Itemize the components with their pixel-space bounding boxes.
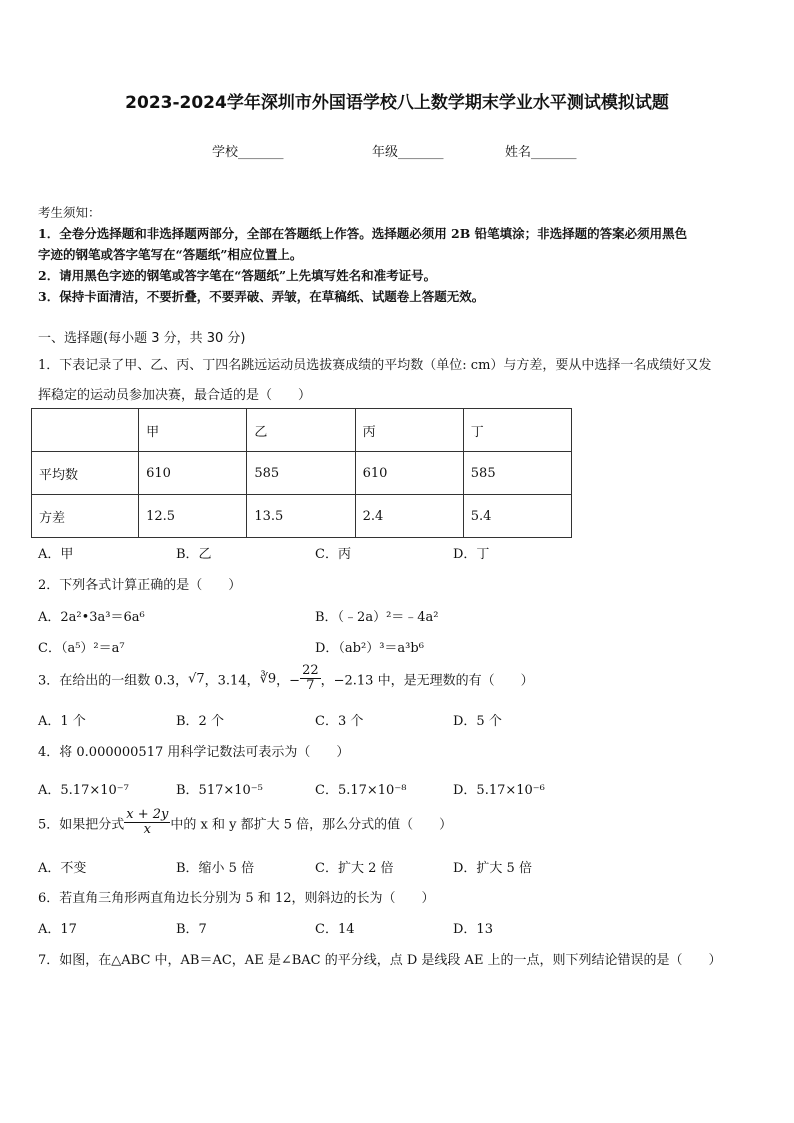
q7-stem: 7．如图，在△ABC 中，AB＝AC，AE 是∠BAC 的平分线，点 D 是线段 AE 上的一点，则下列结论错误的是（ ）	[38, 953, 722, 968]
table-header: 甲	[139, 409, 247, 452]
table-cell: 12.5	[139, 495, 247, 538]
q4-stem: 4．将 0.000000517 用科学记数法可表示为（ ）	[38, 745, 350, 760]
table-cell: 585	[247, 452, 355, 495]
table-cell: 方差	[32, 495, 139, 538]
q5-suffix: 中的 x 和 y 都扩大 5 倍，那么分式的值（ ）	[170, 817, 453, 833]
q3-option-b[interactable]: B．2 个	[176, 714, 224, 729]
q5-option-b[interactable]: B．缩小 5 倍	[176, 861, 255, 876]
q5-option-a[interactable]: A．不变	[38, 861, 87, 876]
name-field: 姓名_______	[505, 145, 577, 160]
notice-line-1a: 1．全卷分选择题和非选择题两部分，全部在答题纸上作答。选择题必须用 2B 铅笔填涂；非选择题的答案必须用黑色	[38, 226, 688, 241]
table-row	[32, 495, 572, 538]
q4-option-c[interactable]: C．5.17×10⁻⁸	[315, 783, 407, 798]
table-cell: 585	[463, 452, 571, 495]
table-cell: 13.5	[247, 495, 355, 538]
q3-mid: ，3.14，	[204, 673, 260, 689]
q3-suffix: ，−2.13 中，是无理数的有（ ）	[320, 673, 534, 689]
q5-stem	[38, 808, 452, 838]
q1-table	[31, 408, 572, 538]
q3-sep: ，−	[276, 673, 301, 689]
table-row	[32, 409, 572, 452]
notice-line-3: 3．保持卡面清洁，不要折叠，不要弄破、弄皱，在草稿纸、试题卷上答题无效。	[38, 289, 485, 304]
q4-option-a[interactable]: A．5.17×10⁻⁷	[38, 783, 129, 798]
q3-option-d[interactable]: D．5 个	[453, 714, 502, 729]
q2-option-a[interactable]: A．2a²•3a³＝6a⁶	[38, 610, 145, 625]
table-row	[32, 452, 572, 495]
section-heading: 一、选择题(每小题 3 分，共 30 分)	[38, 331, 246, 346]
q6-option-c[interactable]: C．14	[315, 922, 355, 937]
q6-stem: 6．若直角三角形两直角边长分别为 5 和 12，则斜边的长为（ ）	[38, 891, 435, 906]
table-cell: 610	[139, 452, 247, 495]
q2-option-b[interactable]: B．（﹣2a）²＝﹣4a²	[315, 610, 439, 625]
notice-line-2: 2．请用黑色字迹的钢笔或答字笔在“答题纸”上先填写姓名和准考证号。	[38, 268, 437, 283]
q1-stem-line2: 挥稳定的运动员参加决赛，最合适的是（ ）	[38, 388, 312, 403]
fraction-denominator: 7	[306, 678, 315, 694]
notice-line-1b: 字迹的钢笔或答字笔写在“答题纸”相应位置上。	[38, 247, 303, 262]
q1-option-d[interactable]: D．丁	[453, 547, 490, 562]
table-header: 丁	[463, 409, 571, 452]
q6-option-b[interactable]: B．7	[176, 922, 207, 937]
q6-option-d[interactable]: D．13	[453, 922, 493, 937]
q5-option-d[interactable]: D．扩大 5 倍	[453, 861, 532, 876]
fraction-numerator: 22	[302, 663, 319, 678]
table-header: 乙	[247, 409, 355, 452]
cbrt-9: ∛9	[259, 671, 277, 687]
q1-option-a[interactable]: A．甲	[38, 547, 74, 562]
table-cell: 2.4	[355, 495, 463, 538]
sqrt-7: √7	[188, 671, 205, 687]
q5-prefix: 5．如果把分式	[38, 817, 125, 833]
table-cell: 5.4	[463, 495, 571, 538]
page-title: 2023-2024学年深圳市外国语学校八上数学期末学业水平测试模拟试题	[125, 93, 669, 113]
q2-option-d[interactable]: D．（ab²）³＝a³b⁶	[315, 641, 424, 656]
fraction-22-7	[300, 664, 321, 694]
q3-stem	[38, 664, 534, 694]
q1-option-c[interactable]: C．丙	[315, 547, 351, 562]
q3-prefix: 3．在给出的一组数 0.3，	[38, 673, 189, 689]
q4-option-d[interactable]: D．5.17×10⁻⁶	[453, 783, 545, 798]
q6-option-a[interactable]: A．17	[38, 922, 77, 937]
q5-option-c[interactable]: C．扩大 2 倍	[315, 861, 394, 876]
notice-heading: 考生须知：	[38, 205, 101, 220]
table-cell: 610	[355, 452, 463, 495]
q3-option-c[interactable]: C．3 个	[315, 714, 364, 729]
table-cell	[32, 409, 139, 452]
table-header: 丙	[355, 409, 463, 452]
q1-stem-line1: 1．下表记录了甲、乙、丙、丁四名跳远运动员选拔赛成绩的平均数（单位: cm）与方差，要从中选择一名成绩好又发	[38, 358, 712, 373]
q2-stem: 2．下列各式计算正确的是（ ）	[38, 578, 242, 593]
fraction-x-plus-2y-over-x	[124, 808, 170, 838]
q1-option-b[interactable]: B．乙	[176, 547, 212, 562]
q2-option-c[interactable]: C．（a⁵）²＝a⁷	[38, 641, 125, 656]
q4-option-b[interactable]: B．517×10⁻⁵	[176, 783, 263, 798]
q3-option-a[interactable]: A．1 个	[38, 714, 86, 729]
table-cell: 平均数	[32, 452, 139, 495]
fraction-denominator: x	[143, 822, 151, 838]
grade-field: 年级_______	[372, 145, 444, 160]
fraction-numerator: x + 2y	[126, 807, 169, 822]
school-field: 学校_______	[212, 145, 284, 160]
